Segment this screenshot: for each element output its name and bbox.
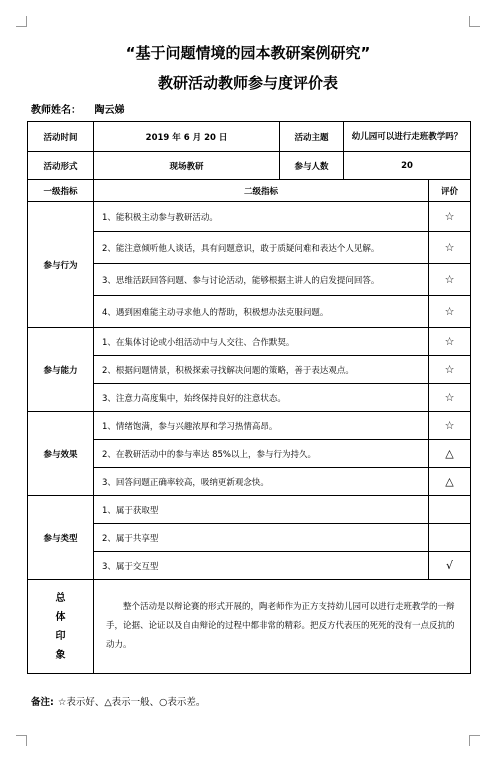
level1-indicator: 参与效果 [28, 412, 94, 496]
activity-form-value: 现场教研 [94, 152, 280, 180]
table-row [28, 202, 471, 232]
level2-indicator: 2、在教研活动中的参与率达 85%以上，参与行为持久。 [94, 440, 429, 468]
legend-note [31, 694, 205, 708]
table-row [28, 384, 471, 412]
summary-row [28, 580, 471, 674]
overall-impression-char: 象 [55, 649, 66, 661]
rating-mark: ☆ [429, 328, 471, 356]
overall-impression-char: 总 [55, 592, 66, 604]
rating-mark: ☆ [429, 384, 471, 412]
rating-mark [429, 524, 471, 552]
activity-form-label: 活动形式 [28, 152, 94, 180]
teacher-name-value: 陶云娣 [94, 105, 125, 116]
rating-mark: △ [429, 468, 471, 496]
info-row-1 [28, 122, 471, 152]
table-row [28, 296, 471, 328]
document-title-line-2: 教研活动教师参与度评价表 [157, 74, 338, 92]
table-row [28, 356, 471, 384]
rating-mark: ☆ [429, 296, 471, 328]
activity-theme-value: 幼儿园可以进行走班教学吗？ [344, 122, 471, 152]
info-row-2 [28, 152, 471, 180]
table-row [28, 496, 471, 524]
table-row [28, 232, 471, 264]
level2-indicator: 3、注意力高度集中，始终保持良好的注意状态。 [94, 384, 429, 412]
participant-count-label: 参与人数 [280, 152, 344, 180]
rating-mark [429, 496, 471, 524]
rating-mark: ☆ [429, 232, 471, 264]
level2-indicator: 1、在集体讨论或小组活动中与人交往、合作默契。 [94, 328, 429, 356]
level2-header: 二级指标 [94, 180, 429, 202]
level2-indicator: 2、能注意倾听他人谈话，具有问题意识，敢于质疑问难和表达个人见解。 [94, 232, 429, 264]
document-title-line-1: “基于问题情境的园本教研案例研究” [125, 44, 371, 62]
legend-note-label: 备注: [31, 697, 54, 708]
level2-indicator: 1、能积极主动参与教研活动。 [94, 202, 429, 232]
overall-impression-label [28, 580, 94, 674]
level2-indicator: 2、属于共享型 [94, 524, 429, 552]
rating-mark: ☆ [429, 202, 471, 232]
rating-mark: ☆ [429, 356, 471, 384]
legend-note-text: ☆表示好、△表示一般、○表示差。 [57, 697, 206, 708]
table-row [28, 328, 471, 356]
level1-header: 一级指标 [28, 180, 94, 202]
level2-indicator: 1、属于获取型 [94, 496, 429, 524]
rating-header: 评价 [429, 180, 471, 202]
crop-mark-top-left [16, 16, 27, 27]
level2-indicator: 3、思维活跃回答问题、参与讨论活动，能够根据主讲人的启发提问回答。 [94, 264, 429, 296]
level2-indicator: 3、回答问题正确率较高，吸纳更新观念快。 [94, 468, 429, 496]
level2-indicator: 3、属于交互型 [94, 552, 429, 580]
level2-indicator: 4、遇到困难能主动寻求他人的帮助，积极想办法克服问题。 [94, 296, 429, 328]
level1-indicator: 参与类型 [28, 496, 94, 580]
table-row [28, 412, 471, 440]
level1-indicator: 参与能力 [28, 328, 94, 412]
participant-count-value: 20 [344, 152, 471, 180]
activity-time-value: 2019 年 6 月 20 日 [94, 122, 280, 152]
activity-theme-label: 活动主题 [280, 122, 344, 152]
table-row [28, 264, 471, 296]
table-row [28, 524, 471, 552]
table-row [28, 468, 471, 496]
level1-indicator: 参与行为 [28, 202, 94, 328]
overall-impression-char: 体 [55, 611, 66, 623]
rating-mark: ☆ [429, 264, 471, 296]
teacher-name-row [31, 101, 124, 116]
overall-impression-text: 整个活动是以辩论赛的形式开展的，陶老师作为正方支持幼儿园可以进行走班教学的一辩手，论据、论证以及自由辩论的过程中都非常的精彩。把反方代表压的死死的没有一点反抗的动力。 [94, 580, 471, 674]
table-row [28, 552, 471, 580]
crop-mark-top-right [469, 16, 480, 27]
overall-impression-char: 印 [55, 630, 66, 642]
evaluation-table [27, 121, 471, 674]
crop-mark-bottom-left [16, 735, 27, 746]
rating-mark: √ [429, 552, 471, 580]
rating-mark: △ [429, 440, 471, 468]
activity-time-label: 活动时间 [28, 122, 94, 152]
crop-mark-bottom-right [469, 735, 480, 746]
table-row [28, 440, 471, 468]
rating-mark: ☆ [429, 412, 471, 440]
table-header-row [28, 180, 471, 202]
level2-indicator: 1、情绪饱满，参与兴趣浓厚和学习热情高昂。 [94, 412, 429, 440]
teacher-name-label: 教师姓名： [31, 105, 81, 116]
level2-indicator: 2、根据问题情景，积极探索寻找解决问题的策略，善于表达观点。 [94, 356, 429, 384]
